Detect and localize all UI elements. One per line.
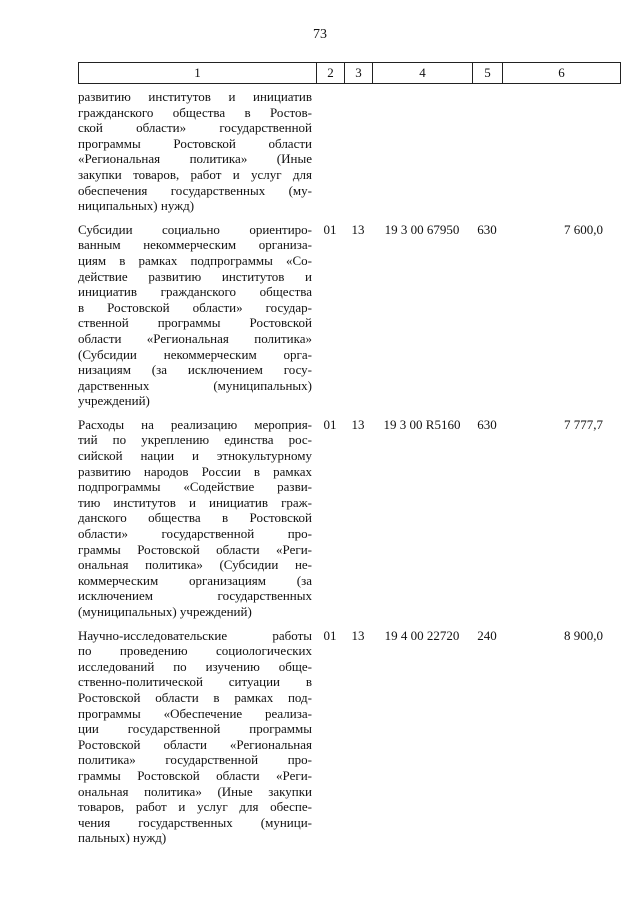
description-line: гражданского общества в Ростов-: [78, 104, 312, 120]
budget-table: [78, 62, 621, 846]
description-line: товаров, работ и услуг для обеспе-: [78, 799, 312, 815]
row-description: [78, 417, 316, 620]
description-line: в Ростовской области» государ-: [78, 299, 312, 315]
header-col-6: 6: [558, 65, 565, 80]
subsection-code: 13: [351, 416, 365, 432]
section-code: 01: [323, 221, 337, 237]
table-header-row: [78, 62, 621, 84]
description-line: ции государственной программы: [78, 721, 312, 737]
table-body: [78, 89, 621, 846]
expense-type-code: 630: [477, 221, 497, 237]
description-line: обеспечения государственных (му-: [78, 182, 312, 198]
description-line: закупки товаров, работ и услуг для: [78, 166, 312, 182]
description-line: низациям (за исключением госу-: [78, 362, 312, 378]
amount-value: 7 777,7: [564, 416, 603, 432]
header-col-1: 1: [79, 63, 317, 83]
description-line: Субсидии социально ориентиро-: [78, 221, 312, 237]
description-line: (Субсидии некоммерческим орга-: [78, 346, 312, 362]
amount-value: [502, 89, 619, 214]
row-description: [78, 222, 316, 409]
description-line: исследований по изучению обще-: [78, 658, 312, 674]
description-line: программы Ростовской области: [78, 135, 312, 151]
target-article-code: 19 3 00 67950: [384, 221, 460, 237]
description-line: Ростовской области «Региональная: [78, 736, 312, 752]
expense-type-code: [472, 89, 502, 214]
table-row: [78, 89, 621, 214]
expense-type-code: 240: [477, 627, 497, 643]
header-col-3: 3: [345, 63, 373, 83]
description-line: циям в рамках подпрограммы «Со-: [78, 252, 312, 268]
description-line: тию институтов и инициатив граж-: [78, 494, 312, 510]
section-code: [316, 89, 344, 214]
description-line: ской области» государственной: [78, 120, 312, 136]
description-line: ванным некоммерческим организа-: [78, 237, 312, 253]
description-line: сийской нации и этнокультурному: [78, 448, 312, 464]
description-line: пальных) нужд): [78, 830, 167, 846]
description-line: ственной программы Ростовской: [78, 315, 312, 331]
row-description: [78, 628, 316, 846]
row-description: [78, 89, 316, 214]
description-line: данского общества в Ростовской: [78, 510, 312, 526]
page-number: 73: [313, 27, 327, 42]
header-col-5: 5: [473, 63, 503, 83]
target-article-code: 19 3 00 R5160: [383, 416, 461, 432]
description-line: граммы Ростовской области «Реги-: [78, 541, 312, 557]
description-line: области «Региональная политика»: [78, 330, 312, 346]
description-line: (муниципальных) учреждений): [78, 604, 252, 619]
description-line: развитию институтов и инициатив: [78, 89, 312, 104]
table-row: [78, 628, 621, 846]
amount-value: 8 900,0: [564, 627, 603, 643]
expense-type-code: 630: [477, 416, 497, 432]
description-line: развитию народов России в рамках: [78, 463, 312, 479]
description-line: дарственных (муниципальных): [78, 377, 312, 393]
description-line: ственно-политической ситуации в: [78, 674, 312, 690]
section-code: 01: [323, 416, 337, 432]
description-line: ональная политика» (Иные закупки: [78, 783, 312, 799]
header-col-4: 4: [373, 63, 473, 83]
amount-value: 7 600,0: [564, 221, 603, 237]
description-line: ниципальных) нужд): [78, 198, 195, 214]
description-line: граммы Ростовской области «Реги-: [78, 767, 312, 783]
description-line: политика» государственной про-: [78, 752, 312, 768]
description-line: программы «Обеспечение реализа-: [78, 705, 312, 721]
description-line: исключением государственных: [78, 588, 312, 604]
description-line: области» государственной про-: [78, 526, 312, 542]
subsection-code: 13: [351, 627, 365, 643]
header-col-2: 2: [317, 63, 345, 83]
description-line: инициатив гражданского общества: [78, 284, 312, 300]
description-line: чения государственных (муници-: [78, 814, 312, 830]
description-line: действие развитию институтов и: [78, 268, 312, 284]
target-article-code: [372, 89, 472, 214]
table-row: [78, 222, 621, 409]
description-line: подпрограммы «Содействие разви-: [78, 479, 312, 495]
description-line: Ростовской области в рамках под-: [78, 689, 312, 705]
description-line: ональная политика» (Субсидии не-: [78, 557, 312, 573]
description-line: коммерческим организациям (за: [78, 572, 312, 588]
subsection-code: 13: [351, 221, 365, 237]
table-row: [78, 417, 621, 620]
description-line: «Региональная политика» (Иные: [78, 151, 312, 167]
section-code: 01: [323, 627, 337, 643]
description-line: по проведению социологических: [78, 643, 312, 659]
description-line: учреждений): [78, 393, 150, 409]
target-article-code: 19 4 00 22720: [384, 627, 460, 643]
description-line: Научно-исследовательские работы: [78, 627, 312, 643]
subsection-code: [344, 89, 372, 214]
description-line: Расходы на реализацию мероприя-: [78, 416, 312, 432]
description-line: тий по укреплению единства рос-: [78, 432, 312, 448]
